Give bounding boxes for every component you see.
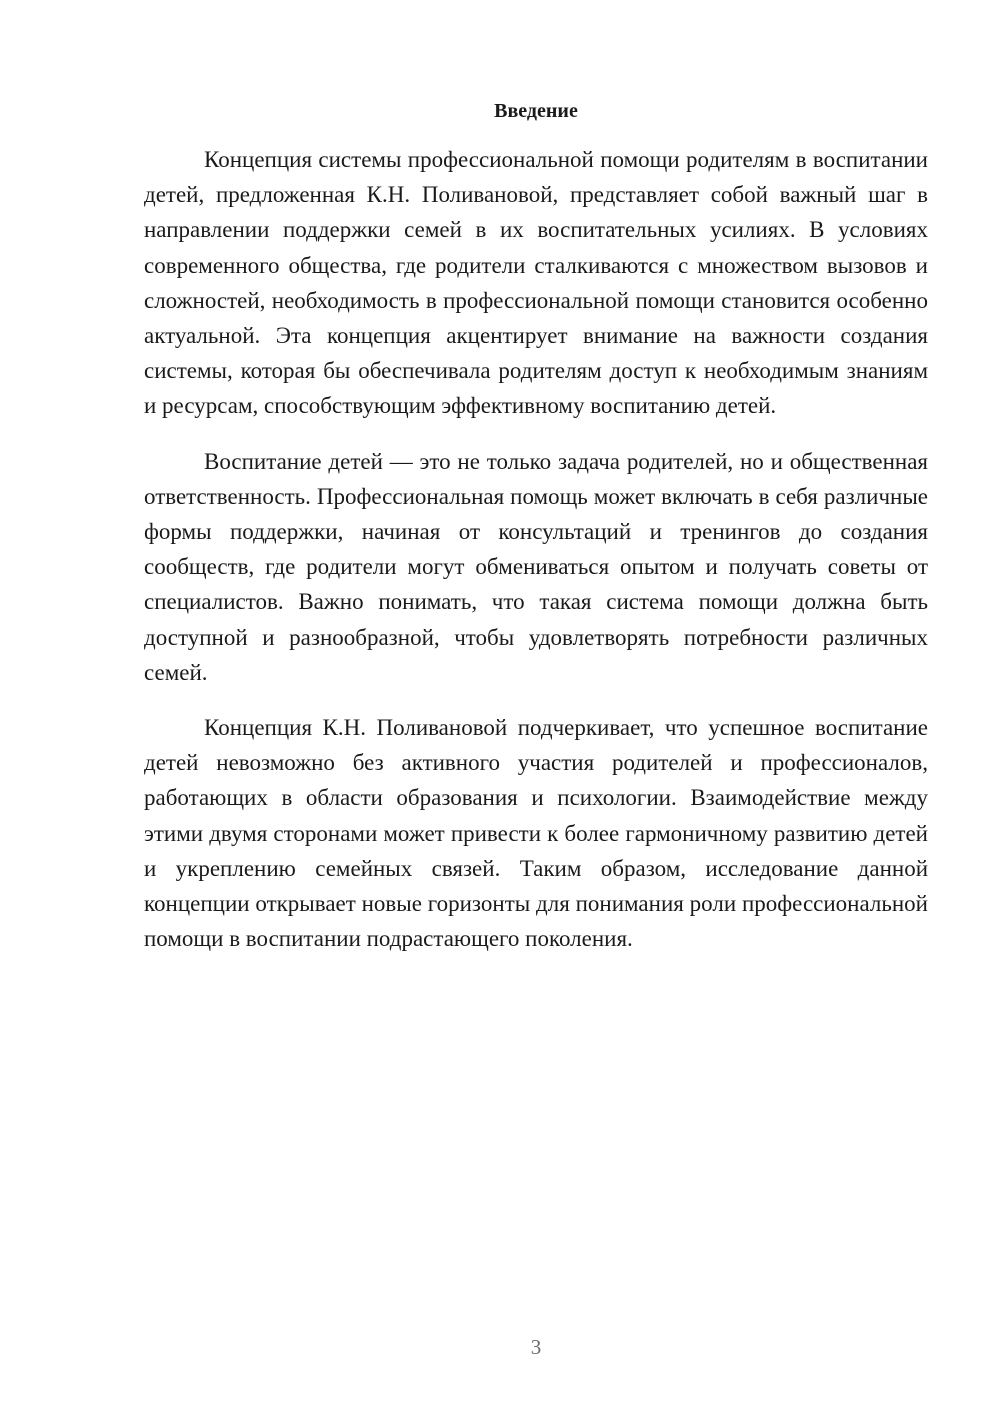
paragraph-2: Воспитание детей — это не только задача родителей, но и общественная ответственность. Профессиональная помощь может включать в себя различные формы поддержки, начиная от консультаций и тренингов до создания сообществ, где родители могут обмениваться опытом и получать советы от специалистов. Важно понимать, что такая система помощи должна быть доступной и разнообразной, чтобы удовлетворять потребности различных семей.: [144, 448, 928, 685]
section-heading: Введение: [494, 100, 578, 122]
paragraph-3: Концепция К.Н. Поливановой подчеркивает, что успешное воспитание детей невозможно без активного участия родителей и профессионалов, работающих в области образования и психологии. Взаимодействие между этими двумя сторонами может привести к более гармоничному развитию детей и укреплению семейных связей. Таким образом, исследование данной концепции открывает новые горизонты для понимания роли профессиональной помощи в воспитании подрастающего поколения.: [144, 715, 928, 952]
page-number: 3: [530, 1335, 542, 1359]
paragraph-1: Концепция системы профессиональной помощи родителям в воспитании детей, предложенная К.Н. Поливановой, представляет собой важный шаг в направлении поддержки семей в их воспитательных усилиях. В условиях современного общества, где родители сталкиваются с множеством вызовов и сложностей, необходимость в профессиональной помощи становится особенно актуальной. Эта концепция акцентирует внимание на важности создания системы, которая бы обеспечивала родителям доступ к необходимым знаниям и ресурсам, способствующим эффективному воспитанию детей.: [144, 147, 928, 419]
body-text: [144, 142, 928, 976]
